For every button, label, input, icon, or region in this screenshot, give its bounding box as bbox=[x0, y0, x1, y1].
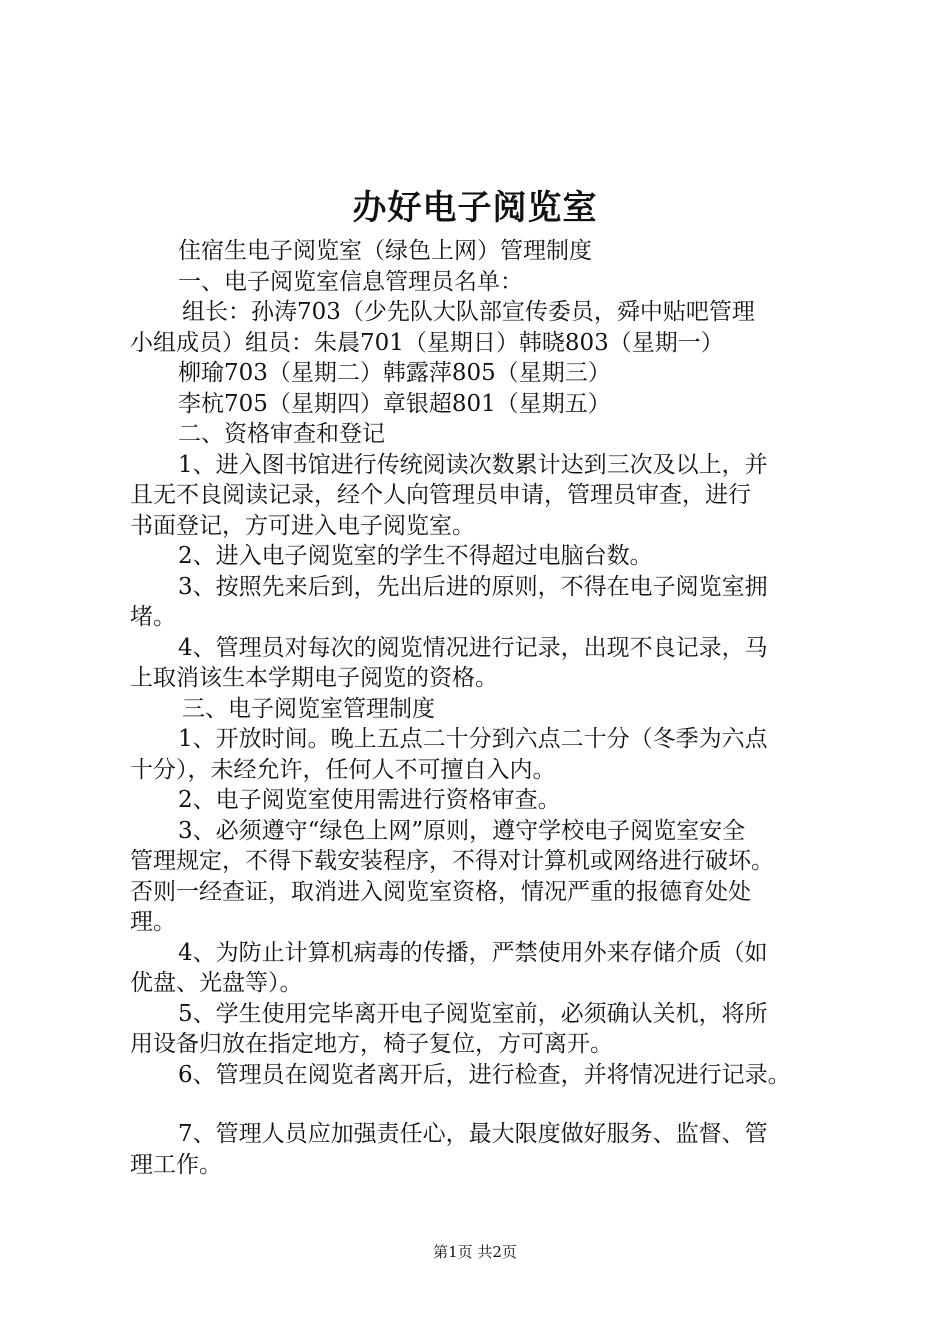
paragraph-line: 上取消该生本学期电子阅览的资格。 bbox=[130, 665, 498, 691]
paragraph-line: 十分），未经允许，任何人不可擅自入内。 bbox=[130, 756, 556, 783]
paragraph-line: 3、必须遵守“绿色上网”原则，遵守学校电子阅览室安全 bbox=[178, 817, 746, 844]
paragraph-line: 6、管理员在阅览者离开后，进行检查，并将情况进行记录。 bbox=[178, 1061, 791, 1088]
paragraph-line: 且无不良阅读记录，经个人向管理员申请，管理员审查，进行 bbox=[130, 482, 751, 508]
section-heading: 二、资格审查和登记 bbox=[178, 421, 385, 447]
paragraph-line: 4、管理员对每次的阅览情况进行记录，出现不良记录，马 bbox=[178, 634, 768, 661]
paragraph-line: 李杭705（星期四）章银超801（星期五） bbox=[178, 390, 611, 417]
paragraph-line: 堵。 bbox=[130, 604, 176, 630]
paragraph-line: 理工作。 bbox=[130, 1151, 222, 1178]
paragraph-line: 1、开放时间。晚上五点二十分到六点二十分（冬季为六点 bbox=[178, 726, 768, 752]
paragraph-line: 管理规定，不得下载安装程序，不得对计算机或网络进行破坏。 bbox=[130, 848, 774, 874]
paragraph-line: 7、管理人员应加强责任心，最大限度做好服务、监督、管 bbox=[178, 1121, 768, 1147]
paragraph-line: 用设备归放在指定地方，椅子复位，方可离开。 bbox=[130, 1031, 613, 1057]
paragraph-line: 5、学生使用完毕离开电子阅览室前，必须确认关机，将所 bbox=[178, 1000, 768, 1027]
blank-line bbox=[130, 1090, 845, 1119]
paragraph-line: 小组成员）组员：朱晨701（星期日）韩晓803（星期一） bbox=[130, 329, 724, 356]
paragraph-line: 否则一经查证，取消进入阅览室资格，情况严重的报德育处处 bbox=[130, 878, 751, 905]
paragraph-line: 组长：孙涛703（少先队大队部宣传委员，舜中贴吧管理 bbox=[182, 299, 755, 325]
paragraph-line: 3、按照先来后到，先出后进的原则，不得在电子阅览室拥 bbox=[178, 573, 768, 600]
paragraph-line: 2、电子阅览室使用需进行资格审查。 bbox=[178, 787, 561, 813]
paragraph-line: 优盘、光盘等）。 bbox=[130, 970, 303, 996]
section-heading: 三、电子阅览室管理制度 bbox=[182, 695, 435, 722]
section-heading: 一、电子阅览室信息管理员名单： bbox=[178, 268, 523, 295]
paragraph-line: 柳瑜703（星期二）韩露萍805（星期三） bbox=[178, 360, 611, 386]
document-title: 办好电子阅览室 bbox=[352, 188, 598, 228]
paragraph-line: 4、为防止计算机病毒的传播，严禁使用外来存储介质（如 bbox=[178, 939, 768, 966]
paragraph-line: 书面登记，方可进入电子阅览室。 bbox=[130, 512, 475, 539]
document-body bbox=[130, 236, 845, 1180]
paragraph-line: 1、进入图书馆进行传统阅读次数累计达到三次及以上，并 bbox=[178, 451, 768, 478]
paragraph-line: 2、进入电子阅览室的学生不得超过电脑台数。 bbox=[178, 543, 653, 569]
section-heading: 住宿生电子阅览室（绿色上网）管理制度 bbox=[178, 238, 592, 264]
paragraph-line: 理。 bbox=[130, 909, 176, 935]
page-footer: 第1页 共2页 bbox=[433, 1243, 517, 1261]
